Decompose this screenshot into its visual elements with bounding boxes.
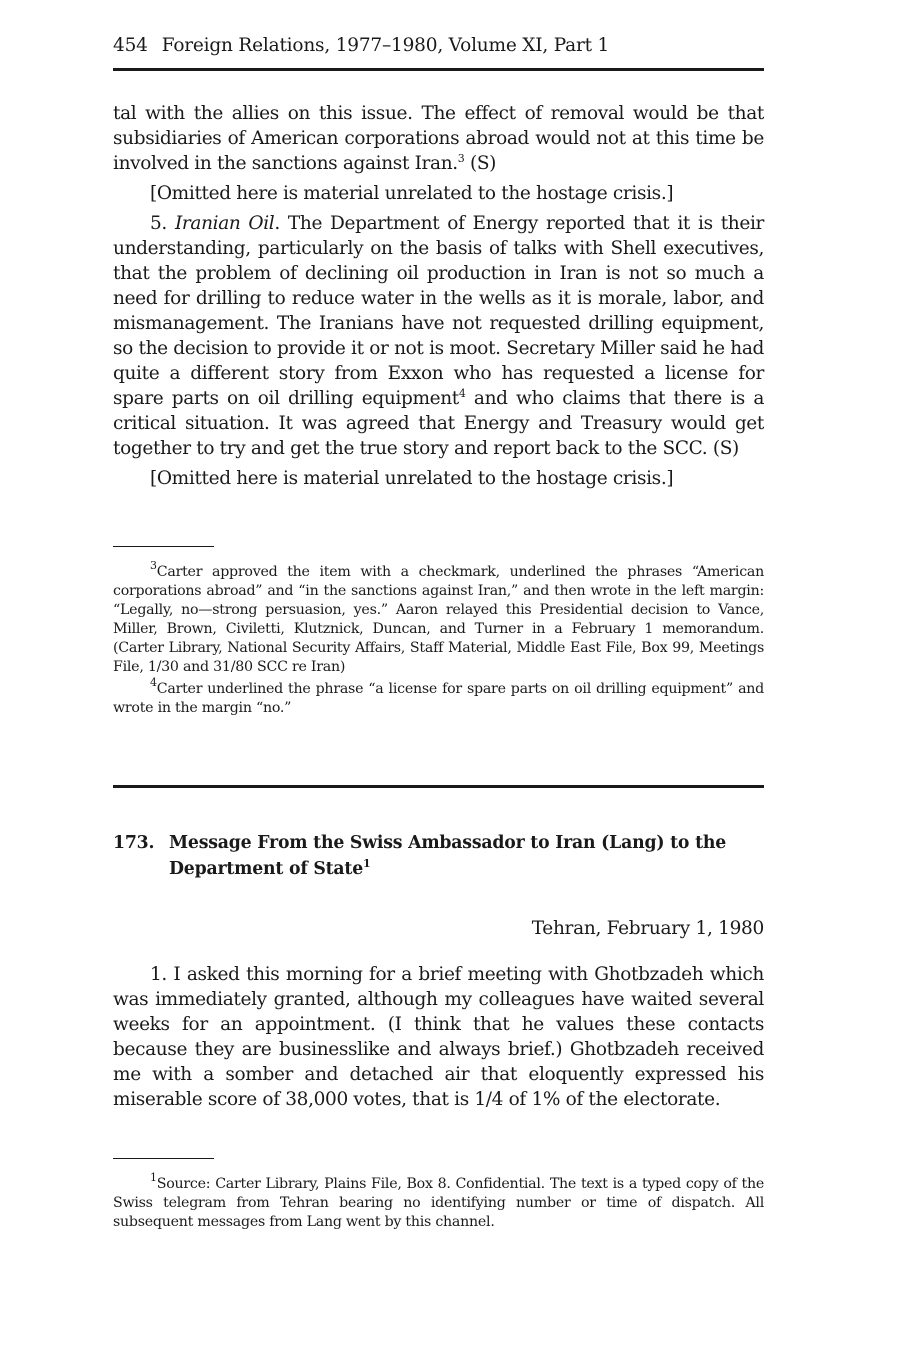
running-head-title: Foreign Relations, 1977–1980, Volume XI, Part 1 [161,35,610,56]
running-head [113,34,764,62]
footnote-3: $^3$Carter approved the item with a checkmark, underlined the phrases “American corporations abroad” and “in the sanctions against Iran,” and then wrote in the left margin: “Legally, no—strong persuasion, yes.” Aaron relayed this Presidential decision to Vance, Miller, Brown, Civiletti, Klutznick, Duncan, and Turner in a February 1 memorandum. (Carter Library, National Security Affairs, Staff Material, Middle East File, Box 99, Meetings File, 1/30 and 31/80 SCC re Iran) [113,559,764,675]
paragraph-heading: Iranian Oil [174,213,275,234]
dateline: Tehran, February 1, 1980 [531,918,764,939]
footnote-ref-4: 4 [458,387,466,400]
footnote-ref-1: 1 [363,857,371,870]
footnote-ref-3: 3 [457,152,465,165]
body-text [113,101,764,491]
omitted-note: [Omitted here is material unrelated to the hostage crisis.] [150,183,674,204]
footnote-4: $^4$Carter underlined the phrase “a license for spare parts on oil drilling equipment” and wrote in the margin “no.” [113,676,764,716]
omitted-note: [Omitted here is material unrelated to the hostage crisis.] [150,468,674,489]
paragraph-continued: tal with the allies on this issue. The effect of removal would be that subsidiaries of American corporations abroad would not at this time be involved in the sanctions against Iran.$^3$ (S) [113,103,764,174]
header-rule [113,68,764,71]
document-paragraph-1: 1. I asked this morning for a brief meeting with Ghotbzadeh which was immediately granted, although my colleagues have waited several weeks for an appointment. (I think that he values these contacts because they are businesslike and always brief.) Ghotbzadeh received me with a somber and detached air that eloquently expressed his miserable score of 38,000 votes, that is 1/4 of 1% of the electorate. [113,964,764,1110]
footnotes-top [113,546,764,718]
document-title: Message From the Swiss Ambassador to Iran (Lang) to the Department of State [169,833,727,879]
footnote-rule [113,546,214,547]
page [113,34,764,1232]
page-number: 454 [113,35,148,56]
footnote-rule [113,1158,214,1159]
footnote-1: $^1$Source: Carter Library, Plains File, Box 8. Confidential. The text is a typed copy of the Swiss telegram from Tehran bearing no identifying number or time of dispatch. All subsequent messages from Lang went by this channel. [113,1171,764,1230]
document-number: 173. [113,833,155,853]
paragraph-iranian-oil: 5. Iranian Oil. The Department of Energy reported that it is their understanding, particularly on the basis of talks with Shell executives, that the problem of declining oil production in Iran is not so much a need for drilling to reduce water in the wells as it is morale, labor, and mismanagement. The Iranians have not requested drilling equipment, so the decision to provide it or not is moot. Secretary Miller said he had quite a different story from Exxon who has requested a license for spare parts on oil drilling equipment$^4$ and who claims that there is a critical situation. It was agreed that Energy and Treasury would get together to try and get the true story and report back to the SCC. (S) [113,213,764,459]
footnotes-bottom [113,1158,764,1232]
document-heading [113,830,764,882]
section-rule [113,785,764,788]
